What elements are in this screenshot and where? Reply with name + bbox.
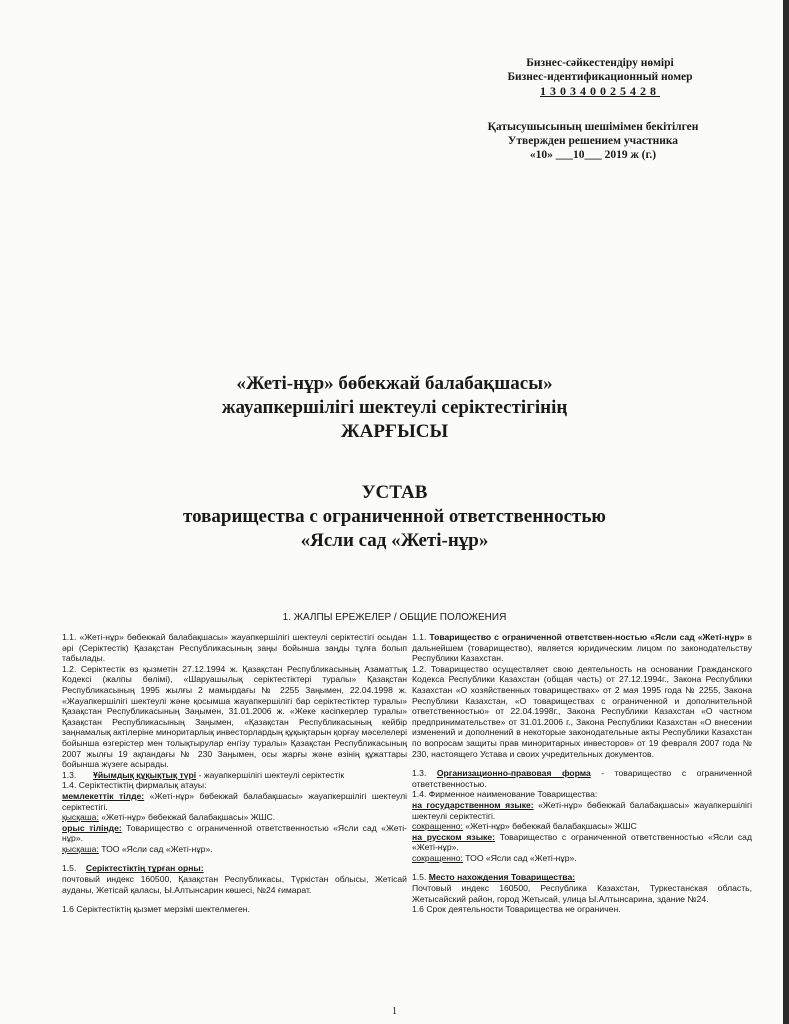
title-ru [100,481,689,553]
ru-clause-1-2: 1.2. Товарищество осуществляет свою деятельность на основании Гражданского Кодекса Республики Казахстан (общая часть) от 27.12.1994г., Закона Республики Казахстан «О хозяйственных товариществах» от 2 мая 1995 года № 2255, Закона Республики Казахстан, «О товариществах с ограниченной и дополнительной ответственностью» от 22.04.1998г., Закона Республики Казахстан «О частном предпринимательстве» от 31.01.2006 г., Закона Республики Казахстан «О внесении изменений и дополнений в некоторые законодательные акты Республики Казахстан по вопросам защиты прав миноритарных инвесторов» от 19 февраля 2007 года № 230, настоящего Устава и своих учредительных документов. [412,663,752,759]
ru-clause-1-1-bold: Товарищество с ограниченной ответствен-ностью «Ясли сад «Жеті-нұр» [429,632,745,642]
kz-name-ru-value: Товарищество с ограниченной ответственностью «Ясли сад «Жеті-нұр». [62,822,407,844]
title-kz-line2: жауапкершілігі шектеулі серіктестігінің [221,397,568,418]
kz-name-ru [62,823,407,844]
kz-clause-1-3 [62,770,407,781]
approval-ru: Утвержден решением участника [507,135,679,147]
kazakh-column [62,632,407,915]
ru-clause-1-1-rest: в дальнейшем (товарищество), является юридическим лицом по законодательству Республики Казахстан. [412,632,752,664]
kz-clause-1-5-num: 1.5. [62,863,77,874]
ru-name-state-value: «Жеті-нұр» бөбекжай балабақшасы» жауапкершілігі шектеулі серіктестігі. [412,799,752,821]
title-ru-line1: УСТАВ [361,482,428,503]
ru-clause-1-3-term: Организационно-правовая форма [436,768,591,779]
kz-address: почтовый индекс 160500, Қазақстан Республикасы, Түркістан облысы, Жетісай ауданы, Жетісай қаласы, Ы.Алтынсарин көшесі, №24 ғимарат. [62,874,407,895]
bin-number: 130340025428 [540,84,660,98]
ru-clause-1-1 [412,632,752,664]
ru-clause-1-3 [412,768,752,789]
title-ru-line2: товарищества с ограниченной ответственностью [183,506,606,527]
kz-clause-1-4: 1.4. Серіктестіктің фирмалық атауы: [62,780,207,791]
ru-name-ru [412,832,752,853]
kz-clause-1-3-num: 1.3. [62,769,77,780]
ru-name-abbr2-label: сокращенно: [412,852,463,863]
russian-column [412,632,752,915]
bin-block [480,56,720,98]
kz-name-state-label: мемлекеттік тілде: [62,790,145,801]
kz-name-abbr1-value: «Жеті-нұр» бөбекжай балабақшасы» ЖШС. [98,812,276,823]
ru-name-abbr1-label: сокращенно: [412,821,463,832]
ru-name-ru-value: Товарищество с ограниченной ответственностью «Ясли сад «Жеті-нұр». [412,831,752,853]
kz-clause-1-2: 1.2. Серіктестік өз қызметін 27.12.1994 ж. Қазақстан Республикасының Азаматтық Кодексі (жалпы бөлімі), «Шаруашылық серіктестіктері туралы» Қазақстан Республикасының 1995 жылғы 2 мамырдағы № 2255 Заңымен, 22.04.1998 ж. «Жауапкершілігі шектеулі және қосымша жауапкершілігі бар серіктестіктер туралы» Қазақстан Республикасының Заңымен, 31.01.2006 ж. «Жеке кәсіпкерлер туралы» Қазақстан Республикасының Заңымен, «Қазақстан Республикасының кейбір заңнамалық актілеріне миноритарлық инвесторлардың құқықтарын қорғау мәселелері бойынша өзгерістер мен толықтырулар енгізу туралы» Қазақстан Республикасының 2007 жылғы 19 ақпандағы № 230 Заңымен, осы жарғы және өзінің құжаттары бойынша жүзеге асырады. [62,663,407,770]
ru-clause-1-3-rest: - товарищество с ограниченной ответственностью. [412,768,752,789]
kz-clause-1-6: 1.6 Серіктестіктің қызмет мерзімі шектелмеген. [62,904,250,915]
bin-label-ru: Бизнес-идентификационный номер [507,71,693,83]
approval-date: «10» ___10___ 2019 ж (г.) [529,149,657,161]
kz-clause-1-3-rest: - жауапкершілігі шектеулі серіктестік [196,769,345,780]
kz-clause-1-5-term: Серіктестіктің тұрған орны: [85,863,204,874]
ru-name-state-label: на государственном языке: [412,799,534,810]
kz-clause-1-3-term: Ұйымдық құқықтық түрі [93,769,197,780]
kz-name-abbr2-label: қысқаша: [62,843,99,854]
ru-clause-1-5 [412,872,752,883]
kz-name-ru-label: орыс тілінде: [62,822,122,833]
ru-clause-1-4: 1.4. Фирменное наименование Товарищества: [412,789,598,800]
section-heading: 1. ЖАЛПЫ ЕРЕЖЕЛЕР / ОБЩИЕ ПОЛОЖЕНИЯ [282,612,507,623]
ru-clause-1-5-num: 1.5. [412,872,429,883]
kz-name-abbr1 [62,812,407,823]
kz-clause-1-5 [62,863,407,874]
title-kz-line1: «Жеті-нұр» бөбекжай балабақшасы» [236,373,553,394]
ru-clause-1-1-num: 1.1. [412,632,430,642]
ru-clause-1-3-num: 1.3. [412,768,437,779]
kz-name-state [62,791,407,812]
kz-name-state-value: «Жеті-нұр» бөбекжай балабақшасы» жауапкершілігі шектеулі серіктестігі. [62,790,407,812]
ru-clause-1-5-term: Место нахождения Товарищества: [428,872,576,883]
kz-clause-1-1: 1.1. «Жеті-нұр» бөбекжай балабақшасы» жауапкершілігі шектеулі серіктестігі осыдан әрі (Серіктестік) Қазақстан Республикасының заңы бойынша заңды тұлға болып табылады. [62,632,407,664]
page-number: 1 [392,1006,397,1017]
kz-name-abbr1-label: қысқаша: [62,812,99,823]
title-kz-line3: ЖАРҒЫСЫ [340,421,449,442]
title-ru-line3: «Ясли сад «Жеті-нұр» [300,530,489,551]
ru-name-state [412,800,752,821]
bin-label-kz: Бизнес-сәйкестендіру нөмірі [526,57,674,69]
kz-name-abbr2 [62,844,407,855]
approval-kz: Қатысушысының шешімімен бекітілген [487,121,699,133]
ru-name-abbr2 [412,853,752,864]
title-kz [100,372,689,444]
ru-name-abbr1-value: «Жеті-нұр» бөбекжай балабақшасы» ЖШС [462,821,637,832]
approval-block [468,120,718,162]
ru-address: Почтовый индекс 160500, Республика Казахстан, Туркестанская область, Жетысайский район, город Жетысай, улица Ы.Алтынсарина, здание №24. [412,883,752,904]
kz-name-abbr2-value: ТОО «Ясли сад «Жеті-нұр». [98,843,213,854]
ru-name-ru-label: на русском языке: [412,831,495,842]
ru-clause-1-6: 1.6 Срок деятельности Товарищества не ограничен. [412,904,621,915]
ru-name-abbr2-value: ТОО «Ясли сад «Жеті-нұр». [462,852,577,863]
ru-name-abbr1 [412,821,752,832]
